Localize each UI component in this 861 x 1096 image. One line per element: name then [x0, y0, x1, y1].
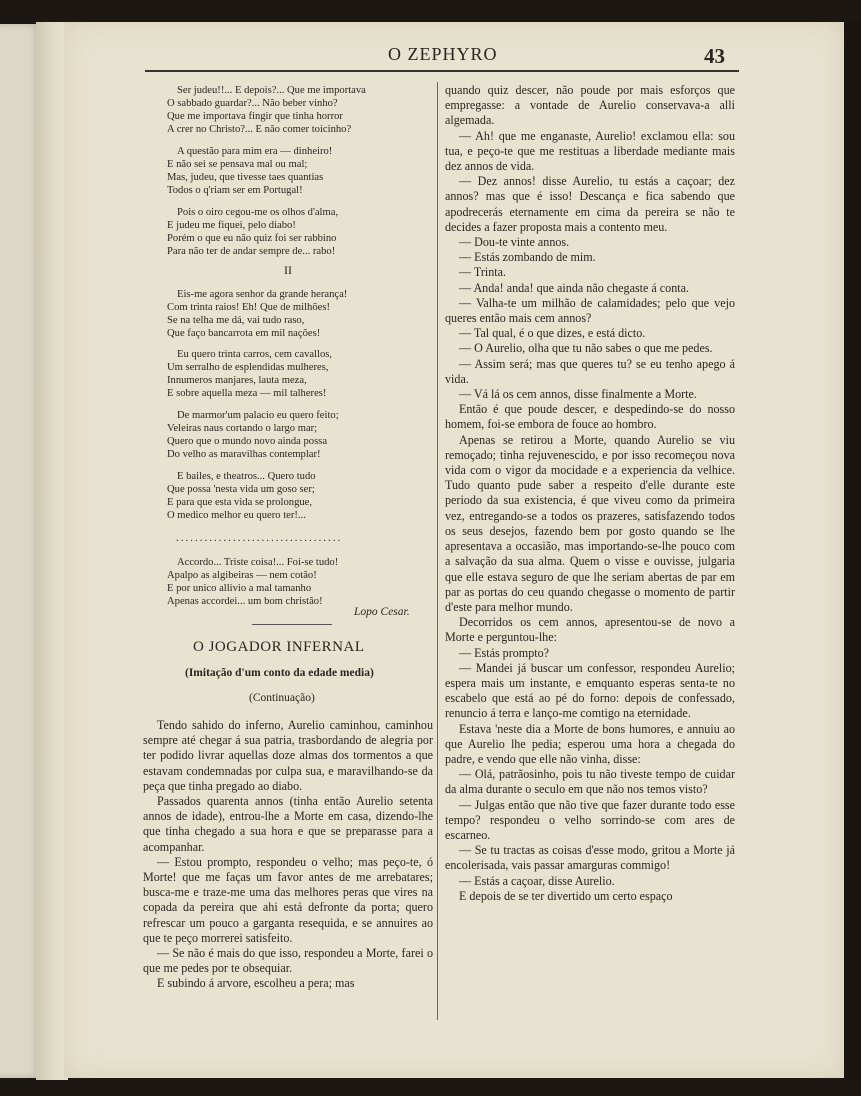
paragraph: — Se não é mais do que isso, respondeu a Morte, farei o que me pedes por te obsequiar. [143, 946, 433, 976]
ellipsis-line: ................................... [176, 532, 343, 544]
paragraph: — Tal qual, é o que dizes, e está dicto. [459, 326, 646, 341]
paragraph: — O Aurelio, olha que tu não sabes o que me pedes. [459, 341, 713, 356]
poem-line: Pois o oiro cegou-me os olhos d'alma, [177, 207, 339, 218]
paragraph: Apenas se retirou a Morte, quando Aurelio se viu remoçado; tinha rejuvenescido, e por isso recomeçou nova vida com o vigor da mocidade e a experiencia da velhice. Tudo quanto pude saber a respeito d'elle durante este periodo da sua existencia, é que viveu como da primeira vez, entregando-se a todos os prazeres, satisfazendo todos os seus desejos, fazendo bem por gosto quando se lhe apresentava a occasião, mas importando-se-lhe pouco com a salvação da sua alma. Quem o visse e ouvisse, julgaria que elle estava seguro de que lhe seriam abertas de par em par as portas do ceu quando chegasse o momento de partir d'este para melhor mundo. [445, 432, 735, 614]
column-rule [437, 82, 438, 1020]
poem-stanza [167, 348, 332, 400]
poem-stanza [167, 556, 338, 608]
poem-line: Se na telha me dá, vai tudo raso, [167, 315, 305, 326]
header-rule [145, 70, 739, 72]
poem-stanza [167, 145, 332, 197]
paragraph: — Trinta. [459, 265, 507, 280]
paragraph: Decorridos os cem annos, apresentou-se de novo a Morte e perguntou-lhe: [445, 615, 735, 645]
poem-stanza [167, 206, 338, 258]
poem-line: Eu quero trinta carros, cem cavallos, [177, 349, 333, 360]
poem-line: Do velho as maravilhas contemplar! [167, 449, 321, 460]
paragraph: — Olá, patrãosinho, pois tu não tiveste tempo de cuidar da alma durante o seculo em que não nos temos visto? [445, 767, 735, 797]
poem-line: E judeu me fiquei, pelo diabo! [167, 220, 296, 231]
poem-line: A questão para mim era — dinheiro! [177, 146, 333, 157]
poem-line: O sabbado guardar?... Não beber vinho? [167, 98, 338, 109]
poem-line: Todos o q'riam ser em Portugal! [167, 185, 303, 196]
poem-line: Apenas accordei... um bom christão! [167, 596, 323, 607]
poem-line: Que possa 'nesta vida um goso ser; [167, 484, 315, 495]
poem-author: Lopo Cesar. [354, 606, 410, 618]
paragraph: — Julgas então que não tive que fazer durante todo esse tempo? respondeu o velho sorrindo-se com ares de escarneo. [445, 797, 735, 842]
paragraph: Passados quarenta annos (tinha então Aurelio setenta annos de idade), entrou-lhe a Morte em casa, dizendo-lhe que tinha chegado a sua hora e que se preparasse para a acompanhar. [143, 794, 433, 854]
paragraph: Tendo sahido do inferno, Aurelio caminhou, caminhou sempre até chegar á sua patria, trasbordando de alegria por ter podido livrar aquellas doze almas dos tormentos a que estavam condemnadas por culpa sua, e maravilhando-se da peça que tinha pregado ao diabo. [143, 718, 433, 793]
poem-line: Apalpo as algibeiras — nem cotão! [167, 570, 317, 581]
article-left-column [143, 718, 433, 992]
poem-line: Um serralho de esplendidas mulheres, [167, 362, 329, 373]
poem-stanza [167, 288, 347, 340]
poem-line: E por unico allivio a mal tamanho [167, 583, 312, 594]
poem-line: Accordo... Triste coisa!... Foi-se tudo! [177, 557, 339, 568]
poem-section-number: II [284, 263, 292, 277]
poem-line: Veleiras naus cortando o largo mar; [167, 423, 318, 434]
poem-line: Para não ter de andar sempre de... rabo! [167, 246, 336, 257]
poem-line: O medico melhor eu quero ter!... [167, 510, 306, 521]
poem-line: Que faço bancarrota em mil nações! [167, 328, 321, 339]
poem-stanza [167, 470, 316, 522]
poem-line: E sobre aquella meza — mil talheres! [167, 388, 327, 399]
section-divider [252, 624, 332, 625]
paragraph: Então é que poude descer, e despedindo-se do nosso homem, foi-se embora de fouce ao hombro. [445, 402, 735, 432]
paragraph: — Se tu tractas as coisas d'esse modo, gritou a Morte já encolerisada, vais passar amarguras commigo! [445, 843, 735, 873]
paragraph: — Estás prompto? [459, 645, 550, 660]
poem-line: Mas, judeu, que tivesse taes quantias [167, 172, 324, 183]
right-book-edge [844, 20, 861, 1080]
paragraph: — Assim será; mas que queres tu? se eu tenho apego á vida. [445, 356, 735, 386]
poem-stanza [167, 84, 366, 136]
paragraph: E depois de se ter divertido um certo espaço [459, 888, 673, 903]
poem-line: E não sei se pensava mal ou mal; [167, 159, 308, 170]
poem-line: Porém o que eu não quiz foi ser rabbino [167, 233, 337, 244]
paragraph: — Estás a caçoar, disse Aurelio. [459, 873, 615, 888]
poem-line: E para que esta vida se prolongue, [167, 497, 313, 508]
poem-line: Com trinta raios! Eh! Que de milhões! [167, 302, 330, 313]
paragraph: Estava 'neste dia a Morte de bons humores, e annuiu ao que Aurelio lhe pedia; esperou uma hora a chegada do padre, e vendo que elle não vinha, disse: [445, 721, 735, 766]
paragraph: — Anda! anda! que ainda não chegaste á conta. [459, 280, 690, 295]
journal-title: O ZEPHYRO [388, 44, 498, 64]
poem-line: Innumeros manjares, lauta meza, [167, 375, 307, 386]
article-title: O JOGADOR INFERNAL [193, 639, 365, 655]
poem-line: Ser judeu!!... E depois?... Que me importava [177, 85, 366, 96]
article-continuation: (Continuação) [249, 692, 315, 704]
poem-line: A crer no Christo?... E não comer toicinho? [167, 124, 352, 135]
paragraph: — Ah! que me enganaste, Aurelio! exclamou ella: sou tua, e peço-te que me restituas a liberdade mediante mais dez annos de vida. [445, 128, 735, 174]
poem-stanza [167, 409, 339, 461]
paragraph: E subindo á arvore, escolheu a pera; mas [157, 976, 355, 991]
paragraph: — Mandei já buscar um confessor, respondeu Aurelio; espera mais um instante, e emquanto esperas senta-te no escabelo que está ao pé do forno: depois de confessado, renuncio á terra e lanço-me comtigo na eternidade. [445, 660, 735, 721]
paragraph: — Dou-te vinte annos. [459, 235, 570, 250]
poem-line: Eis-me agora senhor da grande herança! [177, 289, 348, 300]
paragraph: — Vá lá os cem annos, disse finalmente a Morte. [459, 387, 697, 402]
paragraph: — Estás zombando de mim. [459, 250, 596, 265]
poem-line: Quero que o mundo novo ainda possa [167, 436, 328, 447]
paragraph: quando quiz descer, não poude por mais esforços que empregasse: a vontade de Aurelio conservava-a alli algemada. [445, 83, 735, 128]
article-subtitle: (Imitação d'um conto da edade media) [185, 667, 374, 679]
paragraph: — Estou prompto, respondeu o velho; mas peço-te, ó Morte! que me faças um favor antes de me arrebatares; busca-me e traze-me uma das melhores peras que vires na copada da pereira que ahi está defronte da porta; quero refrescar um pouco a garganta resequida, e se annuires ao que te peço morrerei satisfeito. [143, 854, 433, 945]
poem-line: Que me importava fingir que tinha horror [167, 111, 343, 122]
paragraph: — Dez annos! disse Aurelio, tu estás a caçoar; dez annos? mas que é isso! Descança e fica sabendo que apodrecerás eternamente em cima da pereira se não te decides a fazer proposta mais a contento meu. [445, 174, 735, 234]
article-right-column [445, 83, 735, 904]
page-number: 43 [704, 44, 725, 68]
paragraph: — Valha-te um milhão de calamidades; pelo que vejo queres então mais cem annos? [445, 295, 735, 326]
poem-line: E bailes, e theatros... Quero tudo [177, 471, 316, 482]
poem-line: De marmor'um palacio eu quero feito; [177, 410, 339, 421]
